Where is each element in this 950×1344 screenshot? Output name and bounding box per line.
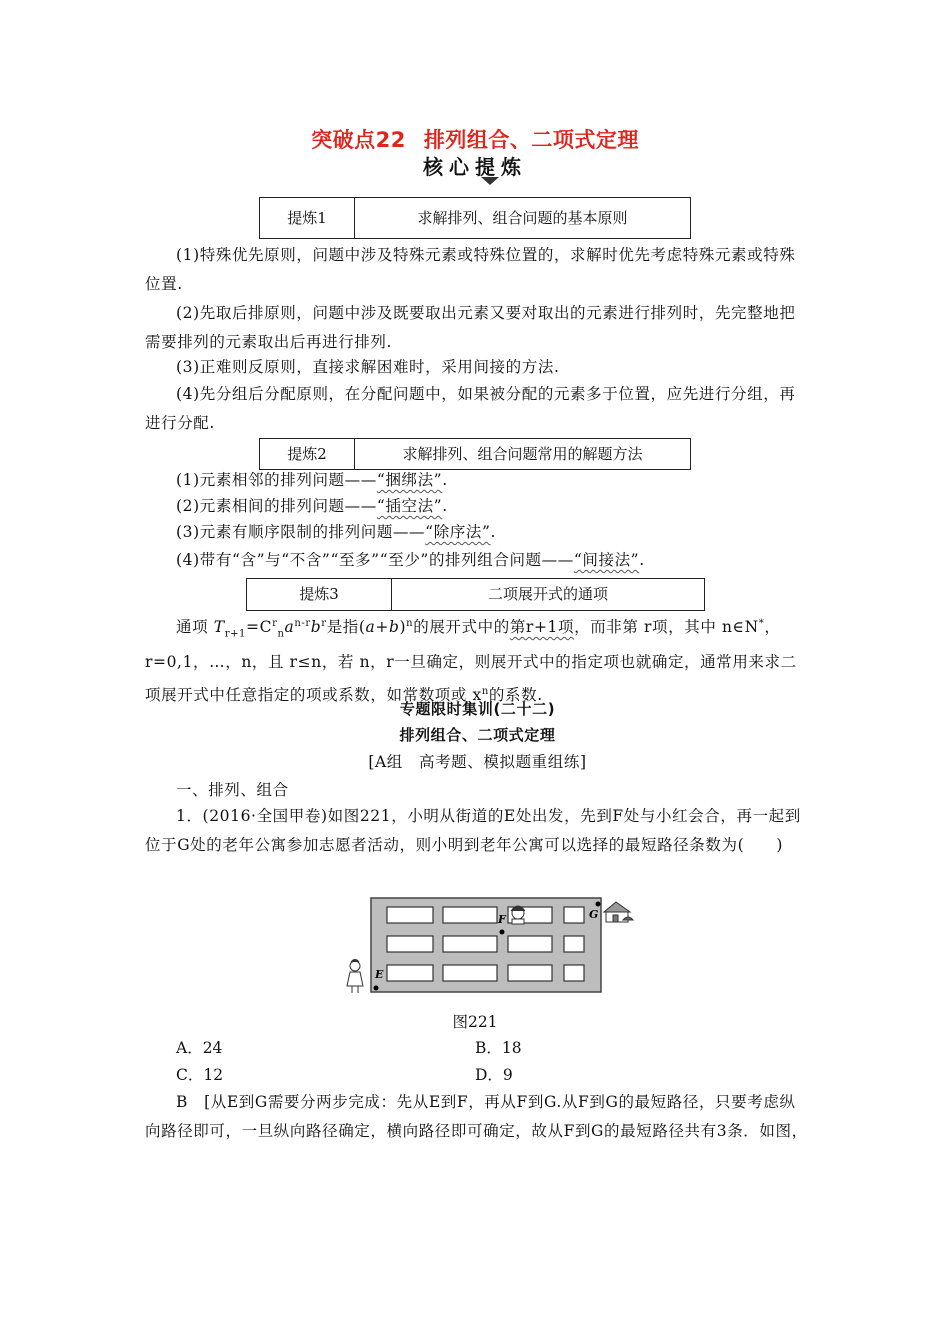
street-map-figure [345,892,640,1002]
box-label: 提炼1 [260,198,355,238]
block [508,965,552,981]
label-e: E [375,968,384,981]
method-2: (2)元素相间的排列问题——“插空法”. [176,497,448,515]
block [443,907,497,923]
block [387,965,433,981]
principle-3: (3)正难则反原则，直接求解困难时，采用间接的方法. [176,358,560,376]
triangle-down-icon [481,177,499,185]
answer-1: B [从E到G需要分两步完成：先从E到F，再从F到G.从F到G的最短路径，只要考虑纵向路径即可，一旦纵向路径确定，横向路径即可确定，故从F到G的最短路径共有3条．如图， [145,1093,808,1140]
option-a: A．24 [176,1039,223,1057]
block [564,965,584,981]
box-refine-1 [259,197,691,239]
block [443,965,497,981]
group-label: [A组 高考题、模拟题重组练] [368,753,587,771]
section-topic: 排列组合、二项式定理 [399,726,556,744]
point-f [500,930,505,935]
method-3: (3)元素有顺序限制的排列问题——“除序法”. [176,523,497,541]
title-number: 突破点22 [311,128,406,152]
block [387,907,433,923]
section-subtitle: 核心提炼 [423,155,527,179]
box-label: 提炼3 [247,579,392,610]
house-g-icon [604,902,633,922]
block [564,936,584,952]
title-topic: 排列组合、二项式定理 [423,128,639,152]
box-text: 求解排列、组合问题常用的解题方法 [402,444,643,463]
box-refine-3 [246,578,705,611]
label-g: G [589,908,599,921]
box-text: 二项展开式的通项 [487,585,608,603]
block [508,936,552,952]
section-heading: 专题限时集训(二十二) [399,700,556,718]
option-b: B．18 [475,1039,522,1057]
principle-2: (2)先取后排原则，问题中涉及既要取出元素又要对取出的元素进行排列时，先完整地把需要排列的元素取出后再进行排列. [145,304,796,351]
method-4: (4)带有“含”与“不含”“至多”“至少”的排列组合问题——“间接法”. [176,551,645,569]
box-label: 提炼2 [260,439,355,469]
option-d: D．9 [475,1066,513,1084]
block [387,936,433,952]
option-c: C．12 [176,1066,224,1084]
method-1: (1)元素相邻的排列问题——“捆绑法”. [176,471,448,489]
general-term-paragraph: 通项 $T_{r+1}=C^r_na^{n-r}b^r$是指$(a+b)^n$的展开式中的第r+1项，而非第 r项，其中 n∈N*，r=0,1，…，n，且 r≤n，若 n，r一旦确定，则展开式中的指定项也就确定，通常用来求二项展开式中任意指定的项或系数，如常数项或 $x^n$的系数. [145,618,797,705]
principle-4: (4)先分组后分配原则，在分配问题中，如果被分配的元素多于位置，应先进行分组，再进行分配. [145,385,796,432]
figure-caption: 图221 [452,1013,498,1031]
box-text: 求解排列、组合问题的基本原则 [417,208,628,227]
point-g [596,902,601,907]
page-title [0,124,950,154]
person-f-icon [511,906,525,924]
point-e [374,986,379,991]
part-heading: 一、排列、组合 [176,781,289,799]
person-e-icon [347,960,363,994]
block [564,907,584,923]
principle-1: (1)特殊优先原则，问题中涉及特殊元素或特殊位置的，求解时优先考虑特殊元素或特殊位置. [145,246,796,293]
block [443,936,497,952]
question-1: 1．(2016·全国甲卷)如图221，小明从街道的E处出发，先到F处与小红会合，再一起到位于G处的老年公寓参加志愿者活动，则小明到老年公寓可以选择的最短路径条数为( ) [145,807,801,854]
label-f: F [498,913,506,926]
